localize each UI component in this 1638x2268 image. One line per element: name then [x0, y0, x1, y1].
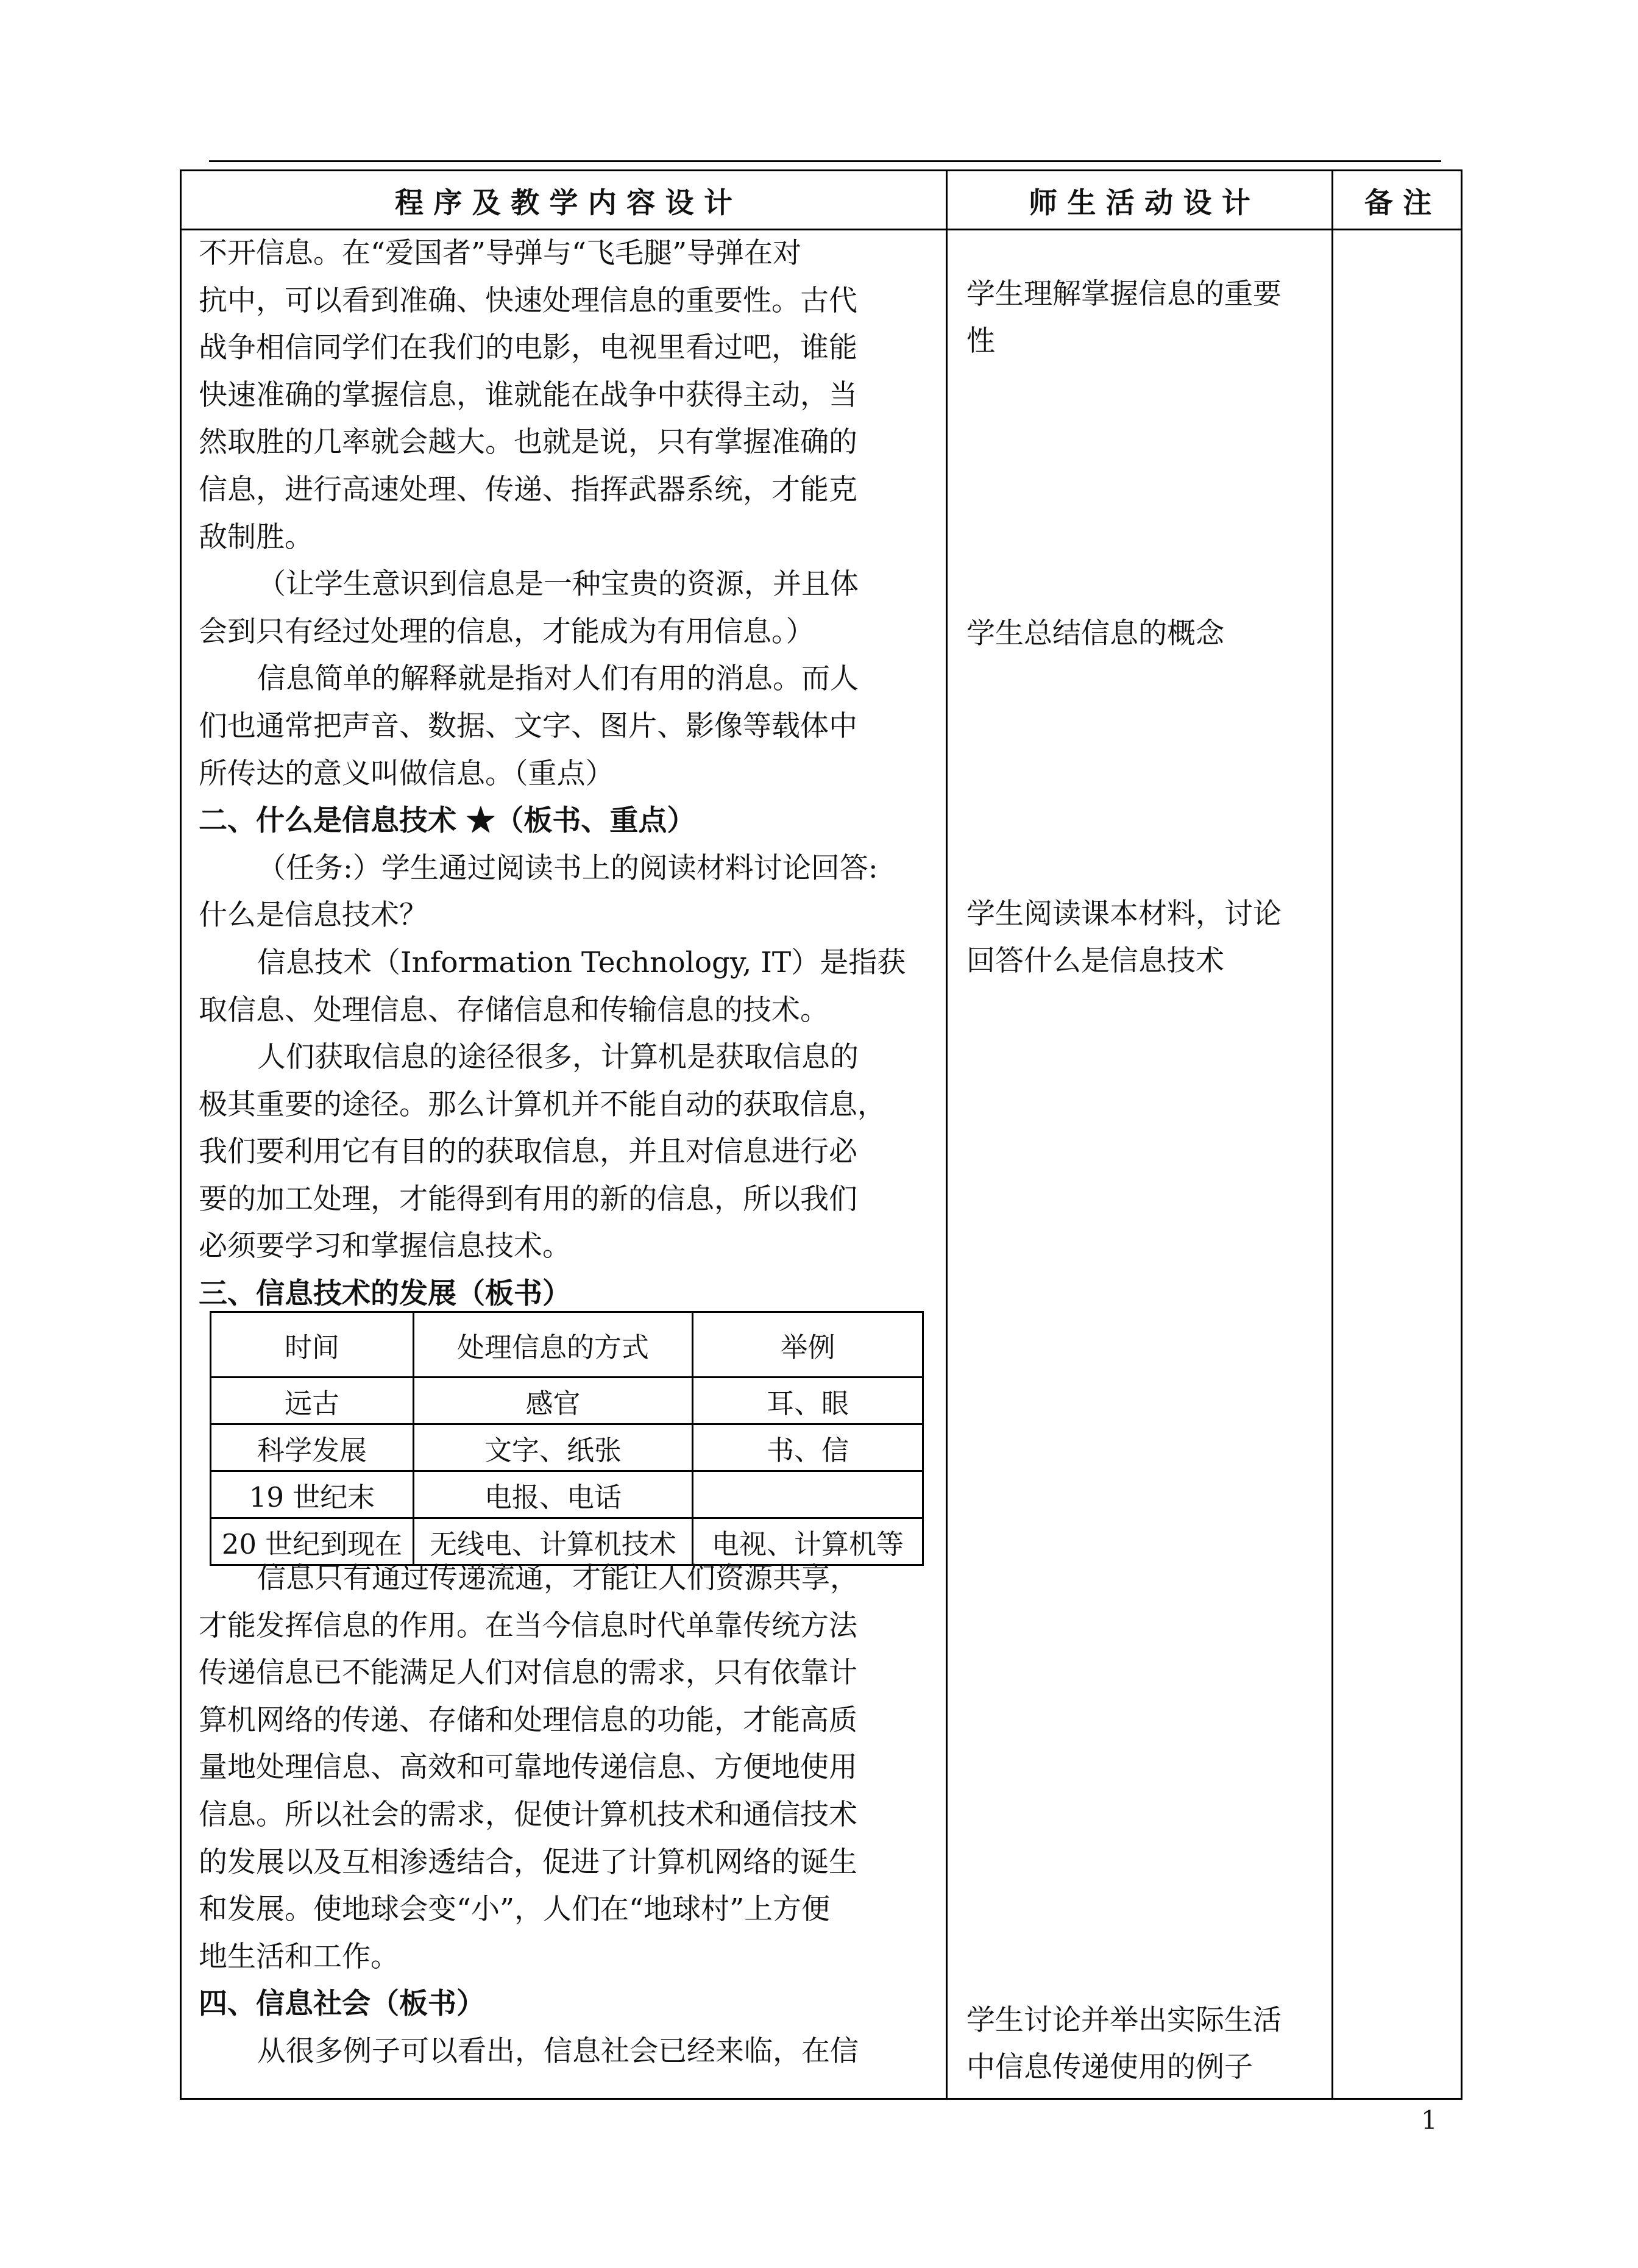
paragraph-line: 地生活和工作。	[199, 1939, 399, 1974]
paragraph-line: 必须要学习和掌握信息技术。	[199, 1229, 571, 1264]
activity-text: 学生理解掌握信息的重要	[966, 277, 1282, 311]
page-number: 1	[1421, 2105, 1438, 2135]
table-header-cell: 时间	[211, 1312, 414, 1378]
content-paragraphs-bottom	[199, 1555, 942, 2075]
paragraph-line: 快速准确的掌握信息，谁就能在战争中获得主动，当	[199, 378, 857, 412]
activity-note-1	[966, 271, 1356, 364]
table-cell	[693, 1471, 923, 1518]
paragraph-line: 敌制胜。	[199, 520, 313, 554]
paragraph-line: 量地处理信息、高效和可靠地传递信息、方便地使用	[199, 1751, 857, 1785]
paragraph-line: 信息。所以社会的需求，促使计算机技术和通信技术	[199, 1797, 857, 1832]
section-heading: 四、信息社会（板书）	[199, 1987, 485, 2021]
paragraph-line: 传递信息已不能满足人们对信息的需求，只有依靠计	[199, 1656, 857, 1690]
paragraph-line: 抗中，可以看到准确、快速处理信息的重要性。古代	[199, 283, 857, 318]
header-activity-design: 师 生 活 动 设 计	[1029, 186, 1250, 220]
table-cell: 远古	[211, 1378, 414, 1424]
table-cell: 耳、眼	[693, 1378, 923, 1424]
paragraph-line: （让学生意识到信息是一种宝贵的资源，并且体	[257, 567, 859, 602]
activity-note-3	[966, 890, 1356, 984]
header-remarks: 备 注	[1364, 186, 1432, 220]
section-heading: 三、信息技术的发展（板书）	[199, 1277, 571, 1311]
activity-note-2	[966, 610, 1356, 657]
table-header-cell: 举例	[693, 1312, 923, 1378]
paragraph-line: 信息技术（Information Technology, IT）是指获	[257, 945, 906, 979]
paragraph-line: 信息简单的解释就是指对人们有用的消息。而人	[257, 662, 859, 696]
table-cell: 书、信	[693, 1424, 923, 1471]
paragraph-line: （任务:）学生通过阅读书上的阅读材料讨论回答:	[257, 851, 878, 885]
paragraph-line: 取信息、处理信息、存储信息和传输信息的技术。	[199, 993, 829, 1027]
table-cell: 文字、纸张	[414, 1424, 693, 1471]
section-heading: 二、什么是信息技术 ★（板书、重点）	[199, 804, 696, 838]
top-rule	[209, 160, 1441, 162]
table-cell: 感官	[414, 1378, 693, 1424]
paragraph-line: 要的加工处理，才能得到有用的新的信息，所以我们	[199, 1182, 857, 1216]
activity-text: 性	[966, 324, 995, 358]
content-paragraphs-top	[199, 230, 942, 1318]
table-cell: 科学发展	[211, 1424, 414, 1471]
paragraph-line: 战争相信同学们在我们的电影，电视里看过吧，谁能	[199, 331, 857, 365]
activity-text: 学生阅读课本材料，讨论	[966, 897, 1282, 931]
content-column	[199, 230, 942, 1318]
paragraph-line: 我们要利用它有目的的获取信息，并且对信息进行必	[199, 1135, 857, 1169]
column-divider-2	[1331, 171, 1333, 2098]
paragraph-line: 们也通常把声音、数据、文字、图片、影像等载体中	[199, 709, 857, 743]
paragraph-line: 信息只有通过传递流通，才能让人们资源共享，	[257, 1562, 859, 1595]
activity-text: 学生总结信息的概念	[966, 617, 1224, 650]
paragraph-line: 人们获取信息的途径很多，计算机是获取信息的	[257, 1040, 859, 1075]
table-cell: 20 世纪到现在	[211, 1518, 414, 1565]
table-row	[211, 1471, 923, 1518]
table-row	[211, 1424, 923, 1471]
lesson-plan-table	[180, 169, 1462, 2100]
paragraph-line: 所传达的意义叫做信息。（重点）	[199, 756, 614, 791]
table-cell: 电报、电话	[414, 1471, 693, 1518]
table-header-row	[211, 1312, 923, 1378]
paragraph-line: 的发展以及互相渗透结合，促进了计算机网络的诞生	[199, 1845, 857, 1879]
table-cell: 19 世纪末	[211, 1471, 414, 1518]
paragraph-line: 会到只有经过处理的信息，才能成为有用信息。）	[199, 614, 815, 649]
paragraph-line: 信息，进行高速处理、传递、指挥武器系统，才能克	[199, 472, 857, 507]
header-content-design: 程 序 及 教 学 内 容 设 计	[395, 186, 732, 220]
table-cell: 电视、计算机等	[693, 1518, 923, 1565]
paragraph-line: 算机网络的传递、存储和处理信息的功能，才能高质	[199, 1703, 857, 1737]
paragraph-line: 从很多例子可以看出，信息社会已经来临，在信	[257, 2034, 859, 2068]
activity-note-4	[966, 1997, 1356, 2091]
paragraph-line: 极其重要的途径。那么计算机并不能自动的获取信息，	[199, 1087, 886, 1122]
column-divider-1	[946, 171, 948, 2098]
table-row	[211, 1378, 923, 1424]
paragraph-line: 才能发挥信息的作用。在当今信息时代单靠传统方法	[199, 1609, 857, 1643]
paragraph-line: 不开信息。在“爱国者”导弹与“飞毛腿”导弹在对	[199, 236, 802, 270]
table-cell: 无线电、计算机技术	[414, 1518, 693, 1565]
paragraph-line: 什么是信息技术？	[199, 898, 428, 933]
table-header-cell: 处理信息的方式	[414, 1312, 693, 1378]
activity-text: 中信息传递使用的例子	[966, 2050, 1253, 2084]
paragraph-line: 然取胜的几率就会越大。也就是说，只有掌握准确的	[199, 425, 857, 460]
paragraph-line: 和发展。使地球会变“小”，人们在“地球村”上方便	[199, 1893, 831, 1927]
activity-text: 学生讨论并举出实际生活	[966, 2003, 1282, 2037]
activity-text: 回答什么是信息技术	[966, 944, 1224, 978]
development-table	[210, 1311, 924, 1566]
content-column-lower	[199, 1555, 942, 2075]
